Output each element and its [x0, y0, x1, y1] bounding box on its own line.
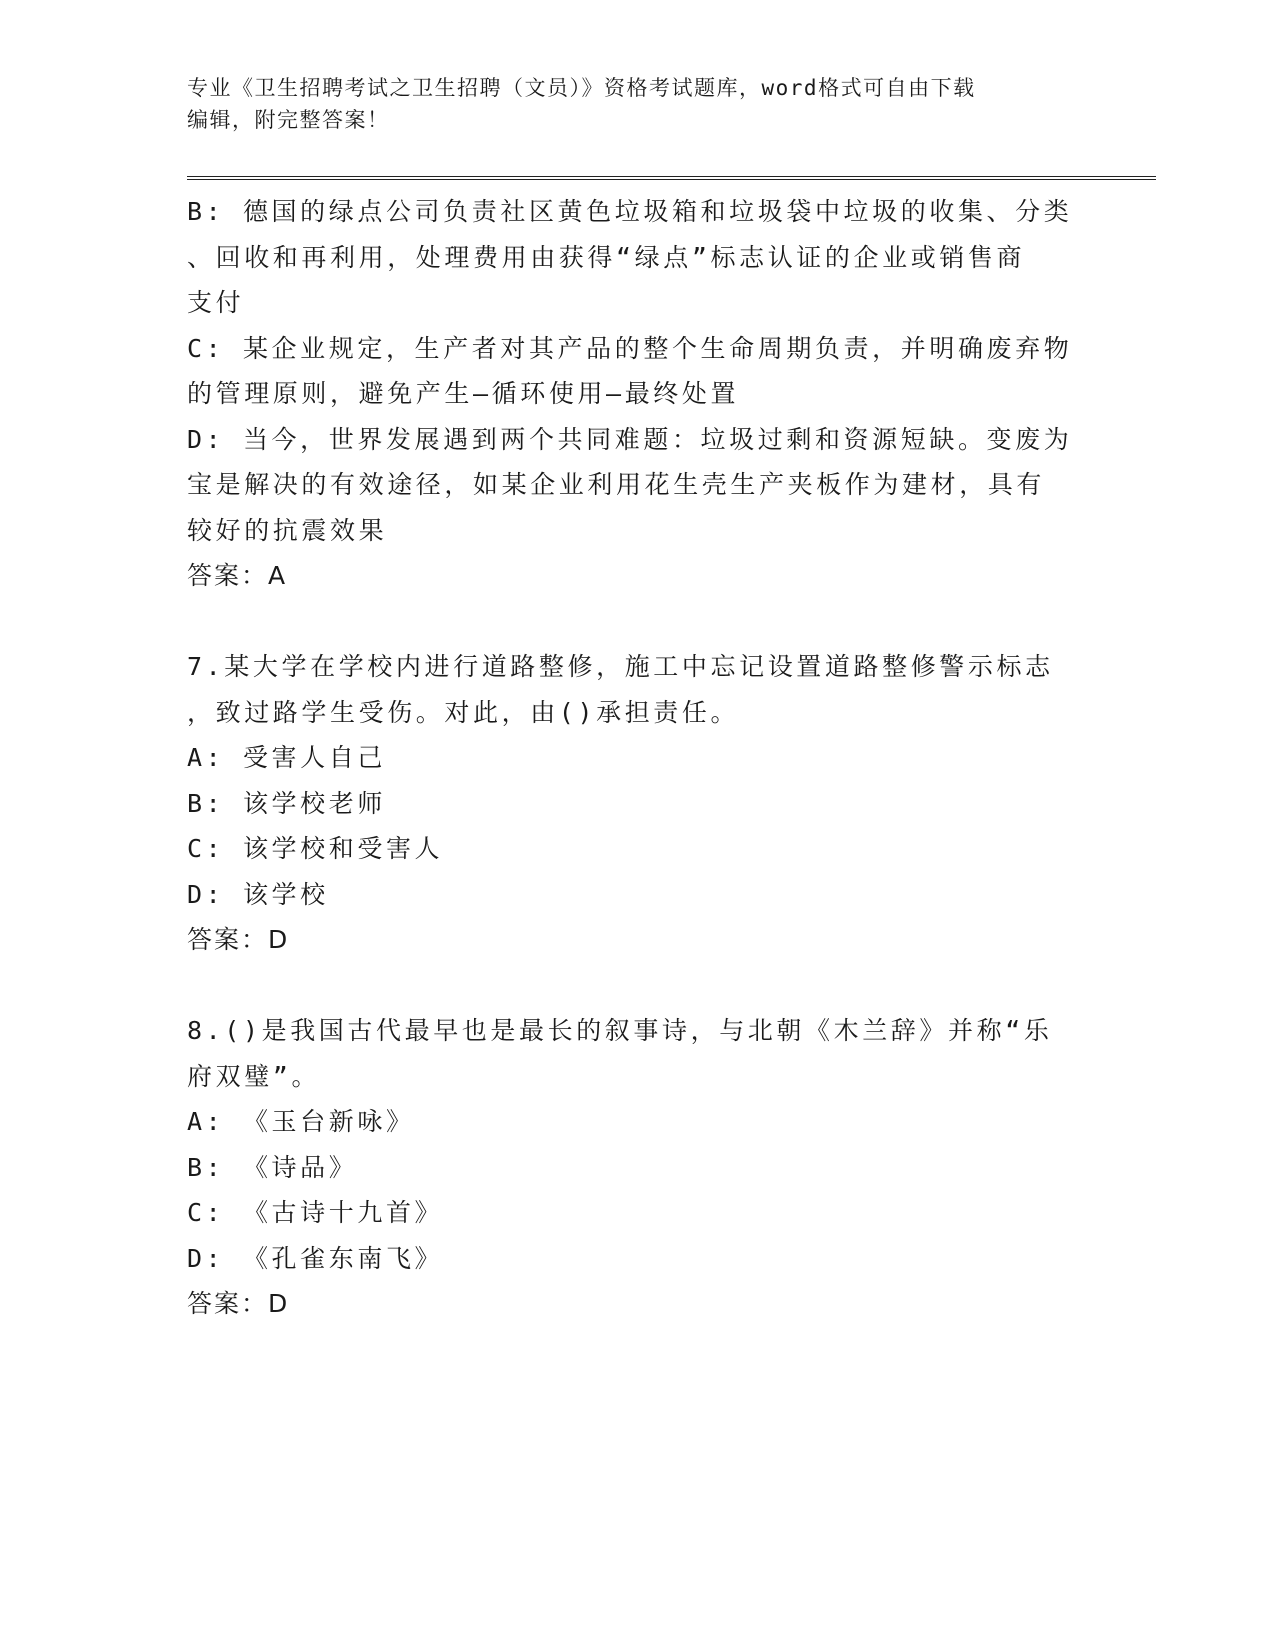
option-b-line-3: 支付: [187, 288, 245, 317]
option-a: A: 受害人自己: [187, 743, 386, 772]
option-b: B: 该学校老师: [187, 788, 386, 818]
option-a: A: 《玉台新咏》: [187, 1107, 415, 1136]
answer-line: 答案：D: [187, 925, 290, 954]
option-c: C: 该学校和受害人: [187, 834, 444, 863]
option-c-line-1: C: 某企业规定，生产者对其产品的整个生命周期负责，并明确废弃物: [187, 333, 1073, 363]
option-b-line-1: B: 德国的绿点公司负责社区黄色垃圾箱和垃圾袋中垃圾的收集、分类: [187, 197, 1073, 226]
question-stem-line-1: 8.()是我国古代最早也是最长的叙事诗，与北朝《木兰辞》并称“乐: [187, 1016, 1053, 1045]
header-double-rule: [187, 176, 1156, 180]
page-header: [187, 72, 1087, 136]
option-c: C: 《古诗十九首》: [187, 1198, 444, 1227]
question-stem-line-1: 7.某大学在学校内进行道路整修，施工中忘记设置道路整修警示标志: [187, 652, 1054, 681]
question-stem-line-2: ，致过路学生受伤。对此，由()承担责任。: [187, 697, 740, 727]
option-d: D: 该学校: [187, 879, 329, 909]
answer-line: 答案：D: [187, 1289, 290, 1318]
option-d-line-1: D: 当今，世界发展遇到两个共同难题：垃圾过剩和资源短缺。变废为: [187, 424, 1073, 454]
option-d-line-2: 宝是解决的有效途径，如某企业利用花生壳生产夹板作为建材，具有: [187, 470, 1046, 499]
block-spacer: [187, 599, 1087, 645]
question-block-8: [187, 1008, 1087, 1327]
option-b: B: 《诗品》: [187, 1152, 358, 1182]
block-spacer: [187, 963, 1087, 1009]
option-c-line-2: 的管理原则，避免产生—循环使用—最终处置: [187, 379, 740, 408]
header-line-2: 编辑，附完整答案！: [187, 108, 390, 132]
header-line-1: 专业《卫生招聘考试之卫生招聘（文员）》资格考试题库，word格式可自由下载: [187, 76, 976, 100]
question-block-6: [187, 189, 1087, 599]
option-d: D: 《孔雀东南飞》: [187, 1243, 444, 1273]
question-block-7: [187, 644, 1087, 963]
document-body: [187, 189, 1087, 1327]
answer-line: 答案：A: [187, 561, 288, 590]
option-d-line-3: 较好的抗震效果: [187, 515, 388, 545]
option-b-line-2: 、回收和再利用，处理费用由获得“绿点”标志认证的企业或销售商: [187, 242, 1026, 272]
question-stem-line-2: 府双璧”。: [187, 1061, 321, 1091]
